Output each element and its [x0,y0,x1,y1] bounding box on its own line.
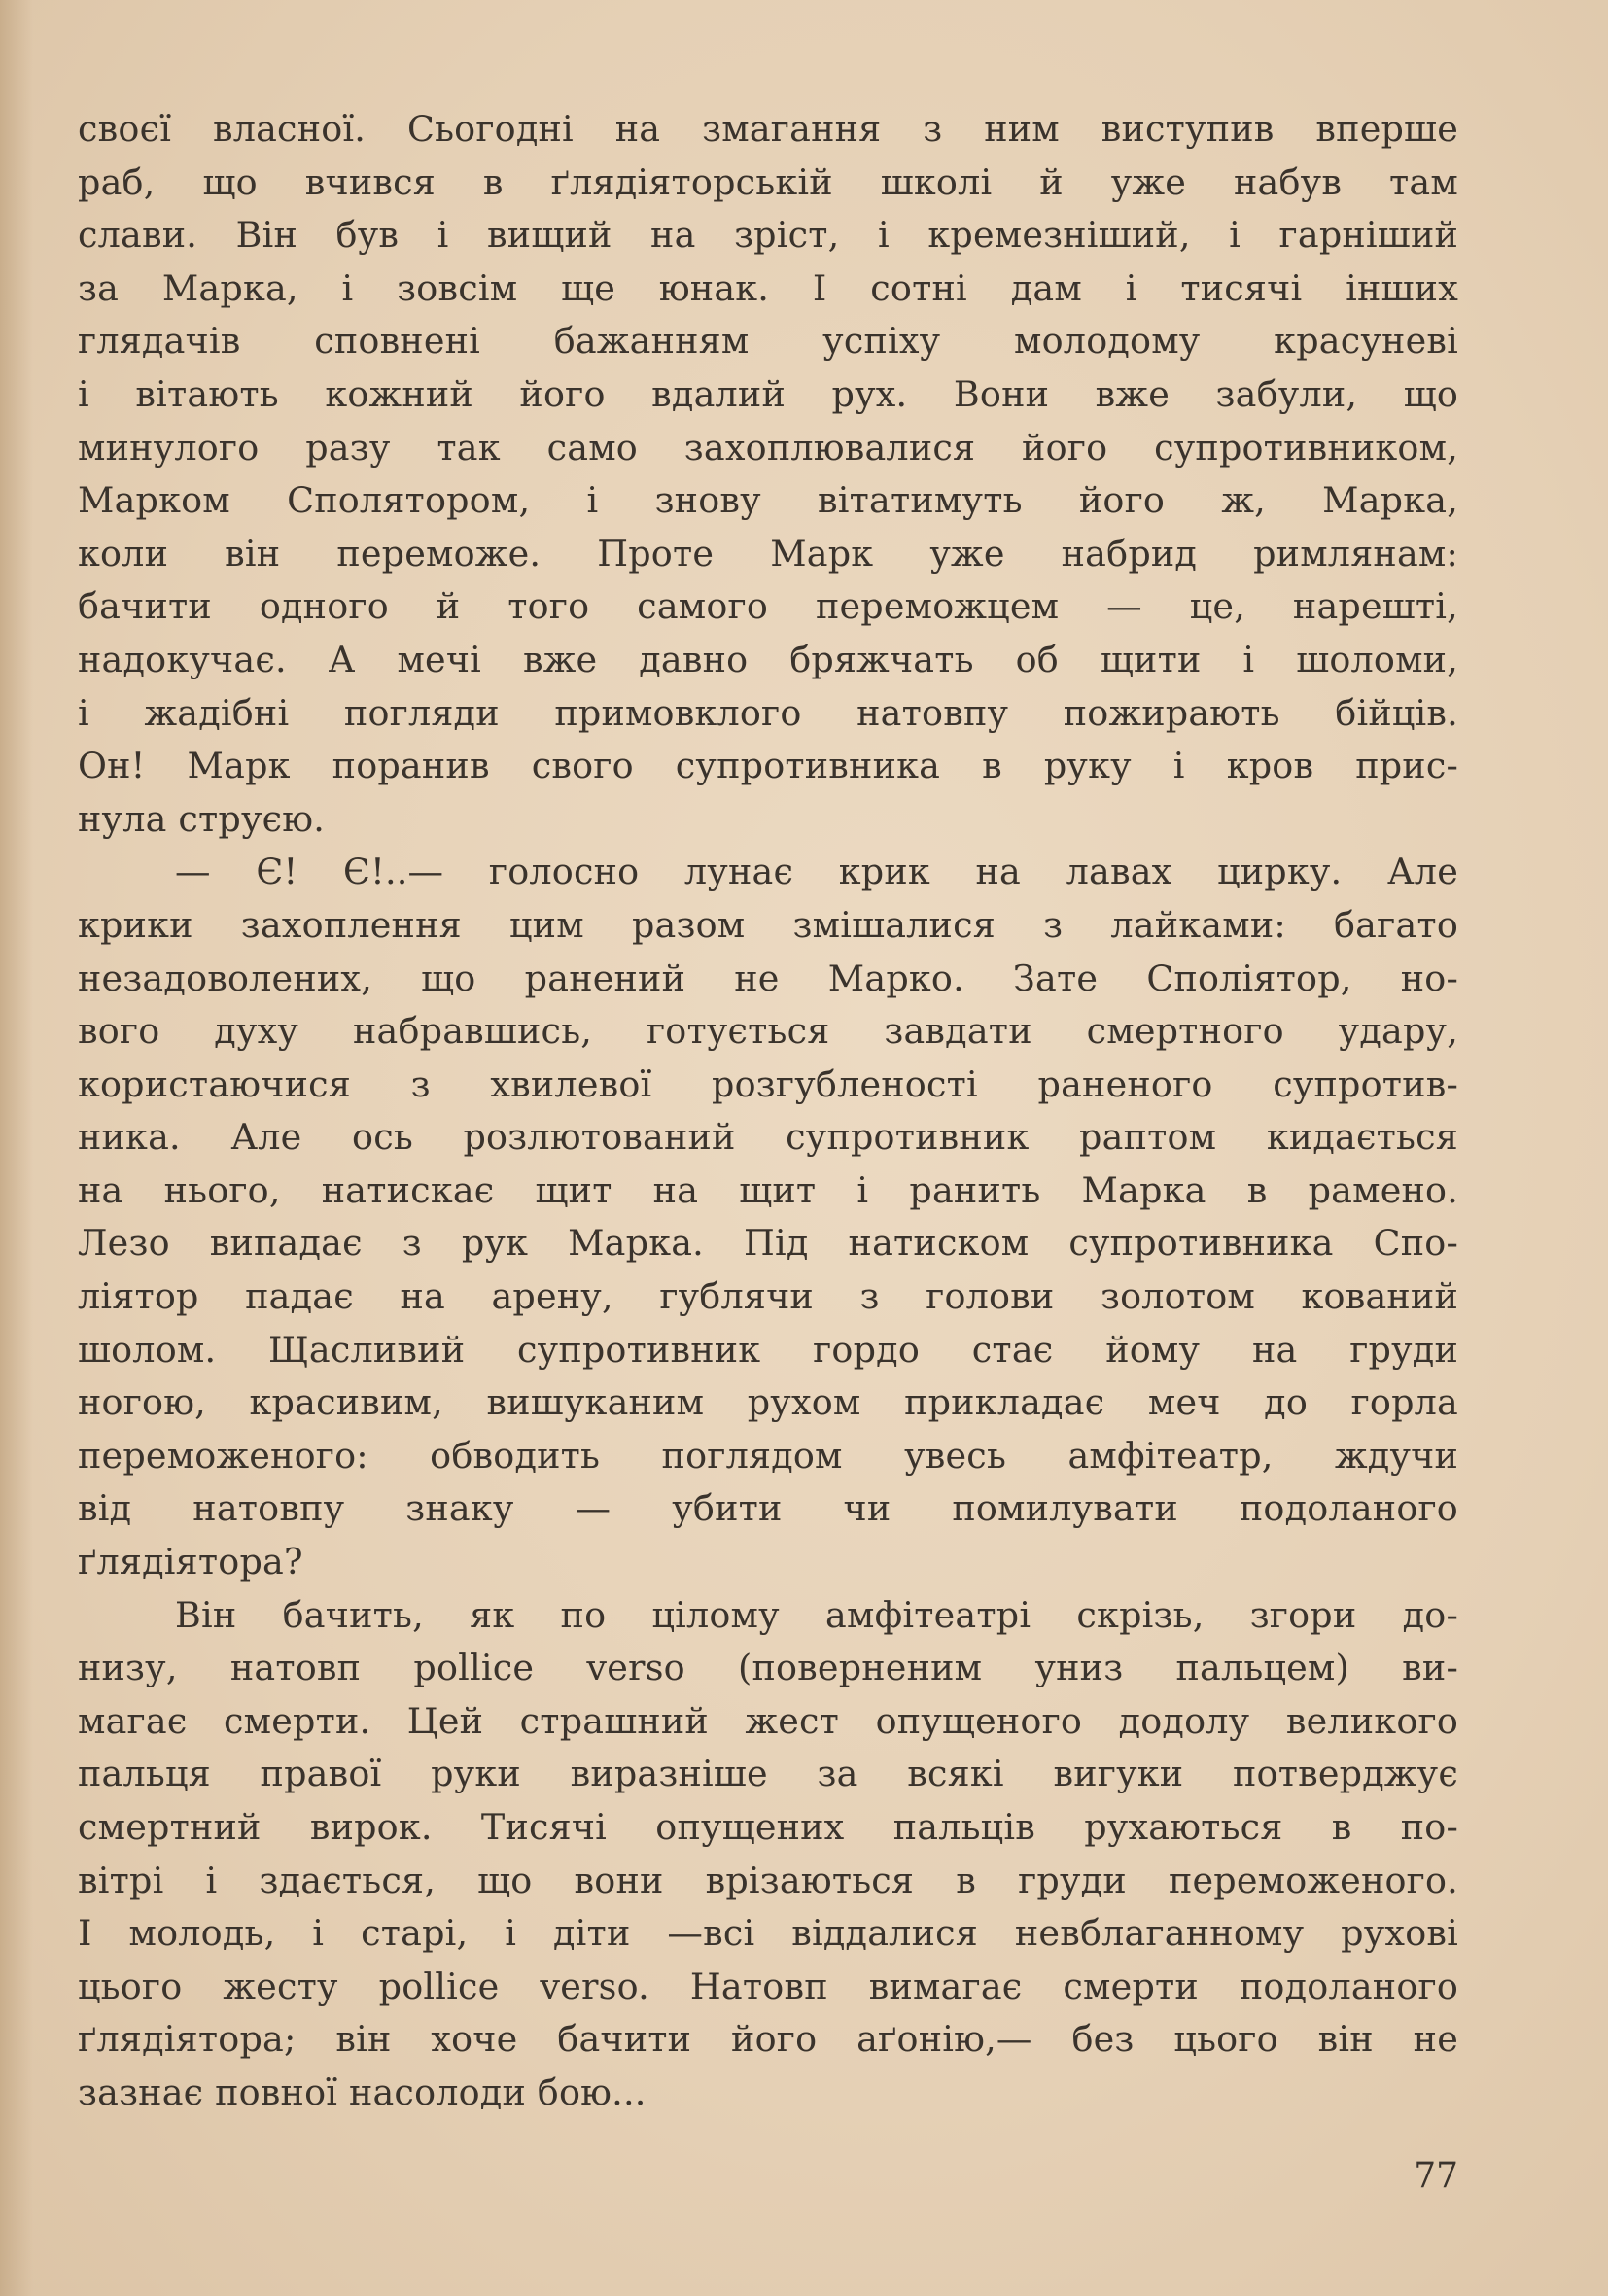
text-line: своєї власної. Сьогодні на змагання з ним виступив вперше [78,108,1458,150]
page-number: 77 [1414,2156,1458,2196]
text-line: переможеного: обводить поглядом увесь амфітеатр, ждучи [78,1434,1458,1477]
text-line: — Є! Є!..— голосно лунає крик на лавах цирку. Але [175,851,1458,893]
text-line: на нього, натискає щит на щит і ранить Марка в рамено. [78,1168,1458,1211]
text-line: низу, натовп pollice verso (поверненим униз пальцем) ви- [78,1647,1458,1689]
text-line: вітрі і здається, що вони врізаються в груди переможеного. [78,1859,1458,1901]
text-line: Он! Марк поранив свого супротивника в руку і кров прис- [78,745,1458,787]
text-line: Він бачить, як по цілому амфітеатрі скрізь, згори до- [175,1593,1458,1636]
text-line: минулого разу так само захоплювалися його супротивником, [78,426,1458,469]
paragraph-2 [78,846,1458,1588]
text-line: за Марка, і зовсім ще юнак. І сотні дам і тисячі інших [78,266,1458,309]
text-line: магає смерти. Цей страшний жест опущеного додолу великого [78,1699,1458,1742]
text-line: смертний вирок. Тисячі опущених пальців рухаються в по- [78,1806,1458,1848]
text-line: і вітають кожний його вдалий рух. Вони вже забули, що [78,372,1458,415]
text-line: ника. Але ось розлютований супротивник раптом кидається [78,1116,1458,1159]
text-line: Марком Сполятором, і знову вітатимуть його ж, Марка, [78,479,1458,522]
text-line: незадоволених, що ранений не Марко. Зате Споліятор, но- [78,957,1458,999]
spine-shadow [0,0,33,2296]
text-line: крики захоплення цим разом змішалися з лайками: багато [78,903,1458,946]
text-line: від натовпу знаку — убити чи помилувати подоланого [78,1487,1458,1530]
text-line: вого духу набравшись, готується завдати смертного удару, [78,1010,1458,1053]
text-line: слави. Він був і вищий на зріст, і кремезніший, і гарніший [78,214,1458,257]
text-line: коли він переможе. Проте Марк уже набрид римлянам: [78,532,1458,574]
text-line: раб, що вчився в ґлядіяторській школі й уже набув там [78,160,1458,203]
text-line: користаючися з хвилевої розгубленості раненого супротив- [78,1062,1458,1105]
body-text [78,103,1458,2120]
text-line: глядачів сповнені бажанням успіху молодому красуневі [78,320,1458,363]
text-line: ґлядіятора; він хоче бачити його аґонію,— без цього він не [78,2018,1458,2061]
text-line: шолом. Щасливий супротивник гордо стає йому на груди [78,1328,1458,1371]
text-line: І молодь, і старі, і діти —всі віддалися невблаганному рухові [78,1912,1458,1955]
text-line: цього жесту pollice verso. Натовп вимагає смерти подоланого [78,1965,1458,2007]
text-line: Лезо випадає з рук Марка. Під натиском супротивника Спо- [78,1222,1458,1265]
text-line: бачити одного й того самого переможцем — це, нарешті, [78,585,1458,628]
paragraph-3 [78,1589,1458,2120]
text-line: нула струєю. [78,797,326,840]
paragraph-1 [78,103,1458,846]
text-line: надокучає. А мечі вже давно бряжчать об щити і шоломи, [78,638,1458,680]
text-line: пальця правої руки виразніше за всякі вигуки потверджує [78,1753,1458,1795]
text-line: і жадібні погляди примовклого натовпу пожирають бійців. [78,691,1458,734]
text-line: ґлядіятора? [78,1541,303,1583]
text-line: ногою, красивим, вишуканим рухом прикладає меч до горла [78,1381,1458,1424]
text-line: ліятор падає на арену, гублячи з голови золотом кований [78,1275,1458,1318]
text-line: зазнає повної насолоди бою... [78,2070,647,2113]
